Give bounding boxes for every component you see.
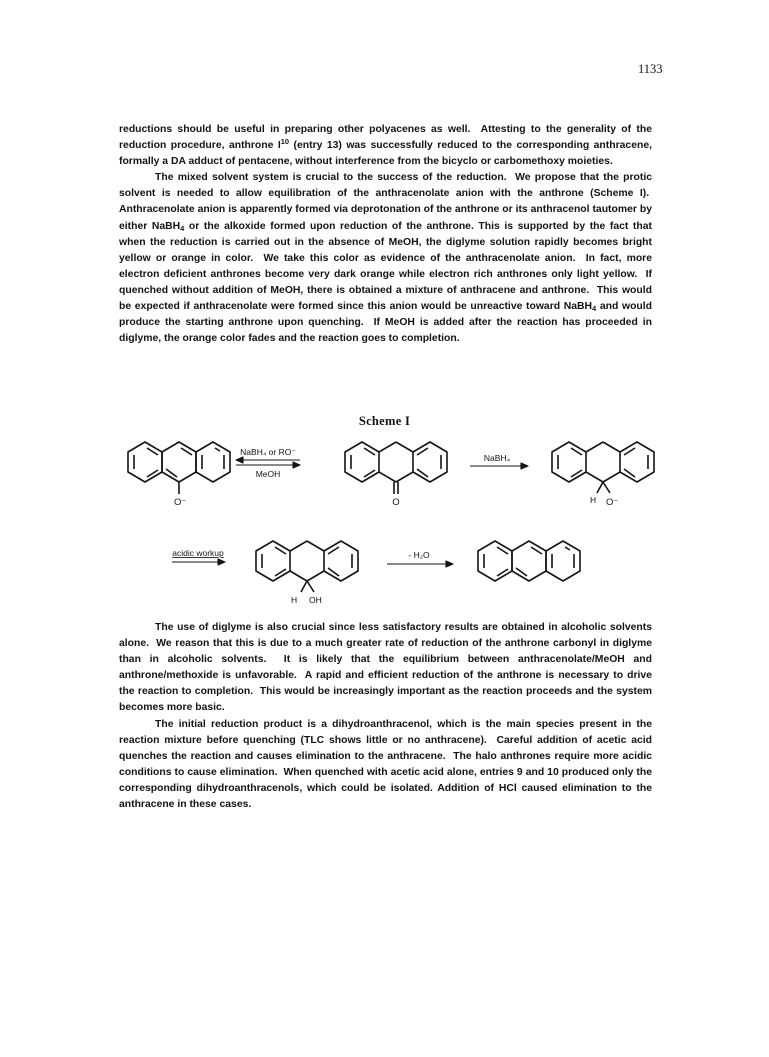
label-h: H (590, 495, 597, 505)
arrow2-label-top: NaBH₄ (483, 453, 511, 463)
paragraph-3: The use of diglyme is also crucial since less satisfactory results are obtained in alcoholic solvents alone. We reason that this is due to a much greater rate of reduction of the anthrone carbonyl in diglyme than in alcoholic solvents. It is likely that the equilibrium between anthracenolate/MeOH and anthrone/methoxide is unfavorable. A rapid and efficient reduction of the anthrone is necessary to drive the reaction to completion. This would be increasingly important as the reaction proceeds and the system becomes more basic. (119, 622, 652, 714)
anthracene-structure (478, 541, 580, 581)
paragraph-1: reductions should be useful in preparing other polyacenes as well. Attesting to the generality of the reduction procedure, anthrone $I^{10}$ (entry 13) was successfully reduced to the corresponding anthracene, formally a DA adduct of pentacene, without interference from the bicyclo or carbomethoxy moieties. (119, 124, 652, 168)
arrow3-label-top: acidic workup (172, 548, 224, 558)
arrow-equilibrium (236, 457, 300, 468)
paragraph-4: The initial reduction product is a dihydroanthracenol, which is the main species present in the reaction mixture before quenching (TLC shows little or no anthracene). Careful addition of acetic acid quenches the reaction and causes elimination to the anthracene. The halo anthrones require more acidic conditions to cause elimination. When quenched with acetic acid alone, entries 9 and 10 produced only the corresponding dihydroanthracenols, which could be isolated. Addition of HCl caused elimination to the anthracene in these cases. (119, 718, 652, 811)
arrow1-label-top: NaBH₄ or RO⁻ (240, 447, 296, 457)
arrow-elimination (387, 561, 453, 567)
arrow4-label-top: - H₂O (408, 550, 430, 560)
arrow-workup (172, 559, 225, 565)
label-h-2: H (291, 595, 298, 605)
paragraph-2: The mixed solvent system is crucial to the success of the reduction. We propose that the protic solvent is needed to allow equilibration of the anthracenolate anion with the anthrone (Scheme I). Anthracenolate anion is apparently formed via deprotonation of the anthrone or its anthracenol tautomer by either NaBH$_4$ or the alkoxide formed upon reduction of the anthrone. This is supported by the fact that when the reduction is carried out in the absence of MeOH, the diglyme solution rapidly becomes bright yellow or orange in color. We take this color as evidence of the anthracenolate anion. In fact, more electron deficient anthrones become very dark orange while electron rich anthrones only light yellow. If quenched without addition of MeOH, there is obtained a mixture of anthracene and anthrone. This would be expected if anthracenolate were formed since this anion would be unreactive toward NaBH$_4$ and would produce the starting anthrone upon quenching. If MeOH is added after the reaction has proceeded in diglyme, the orange color fades and the reaction goes to completion. (119, 172, 652, 345)
label-oh: OH (309, 595, 322, 605)
label-o: O (392, 497, 400, 508)
page-number: 1133 (638, 62, 663, 76)
anthracenolate-structure (128, 442, 230, 494)
scheme-title: Scheme I (358, 414, 411, 428)
label-o-minus: O⁻ (174, 497, 187, 508)
arrow1-label-bottom: MeOH (255, 469, 281, 479)
dihydroanthracenol-structure (256, 541, 358, 592)
arrow-reduction (470, 463, 528, 469)
label-o-minus-2: O⁻ (606, 497, 619, 508)
body-text-bottom (119, 620, 652, 813)
dihydroanthracenolate-structure (552, 442, 654, 493)
anthrone-structure (345, 442, 447, 494)
